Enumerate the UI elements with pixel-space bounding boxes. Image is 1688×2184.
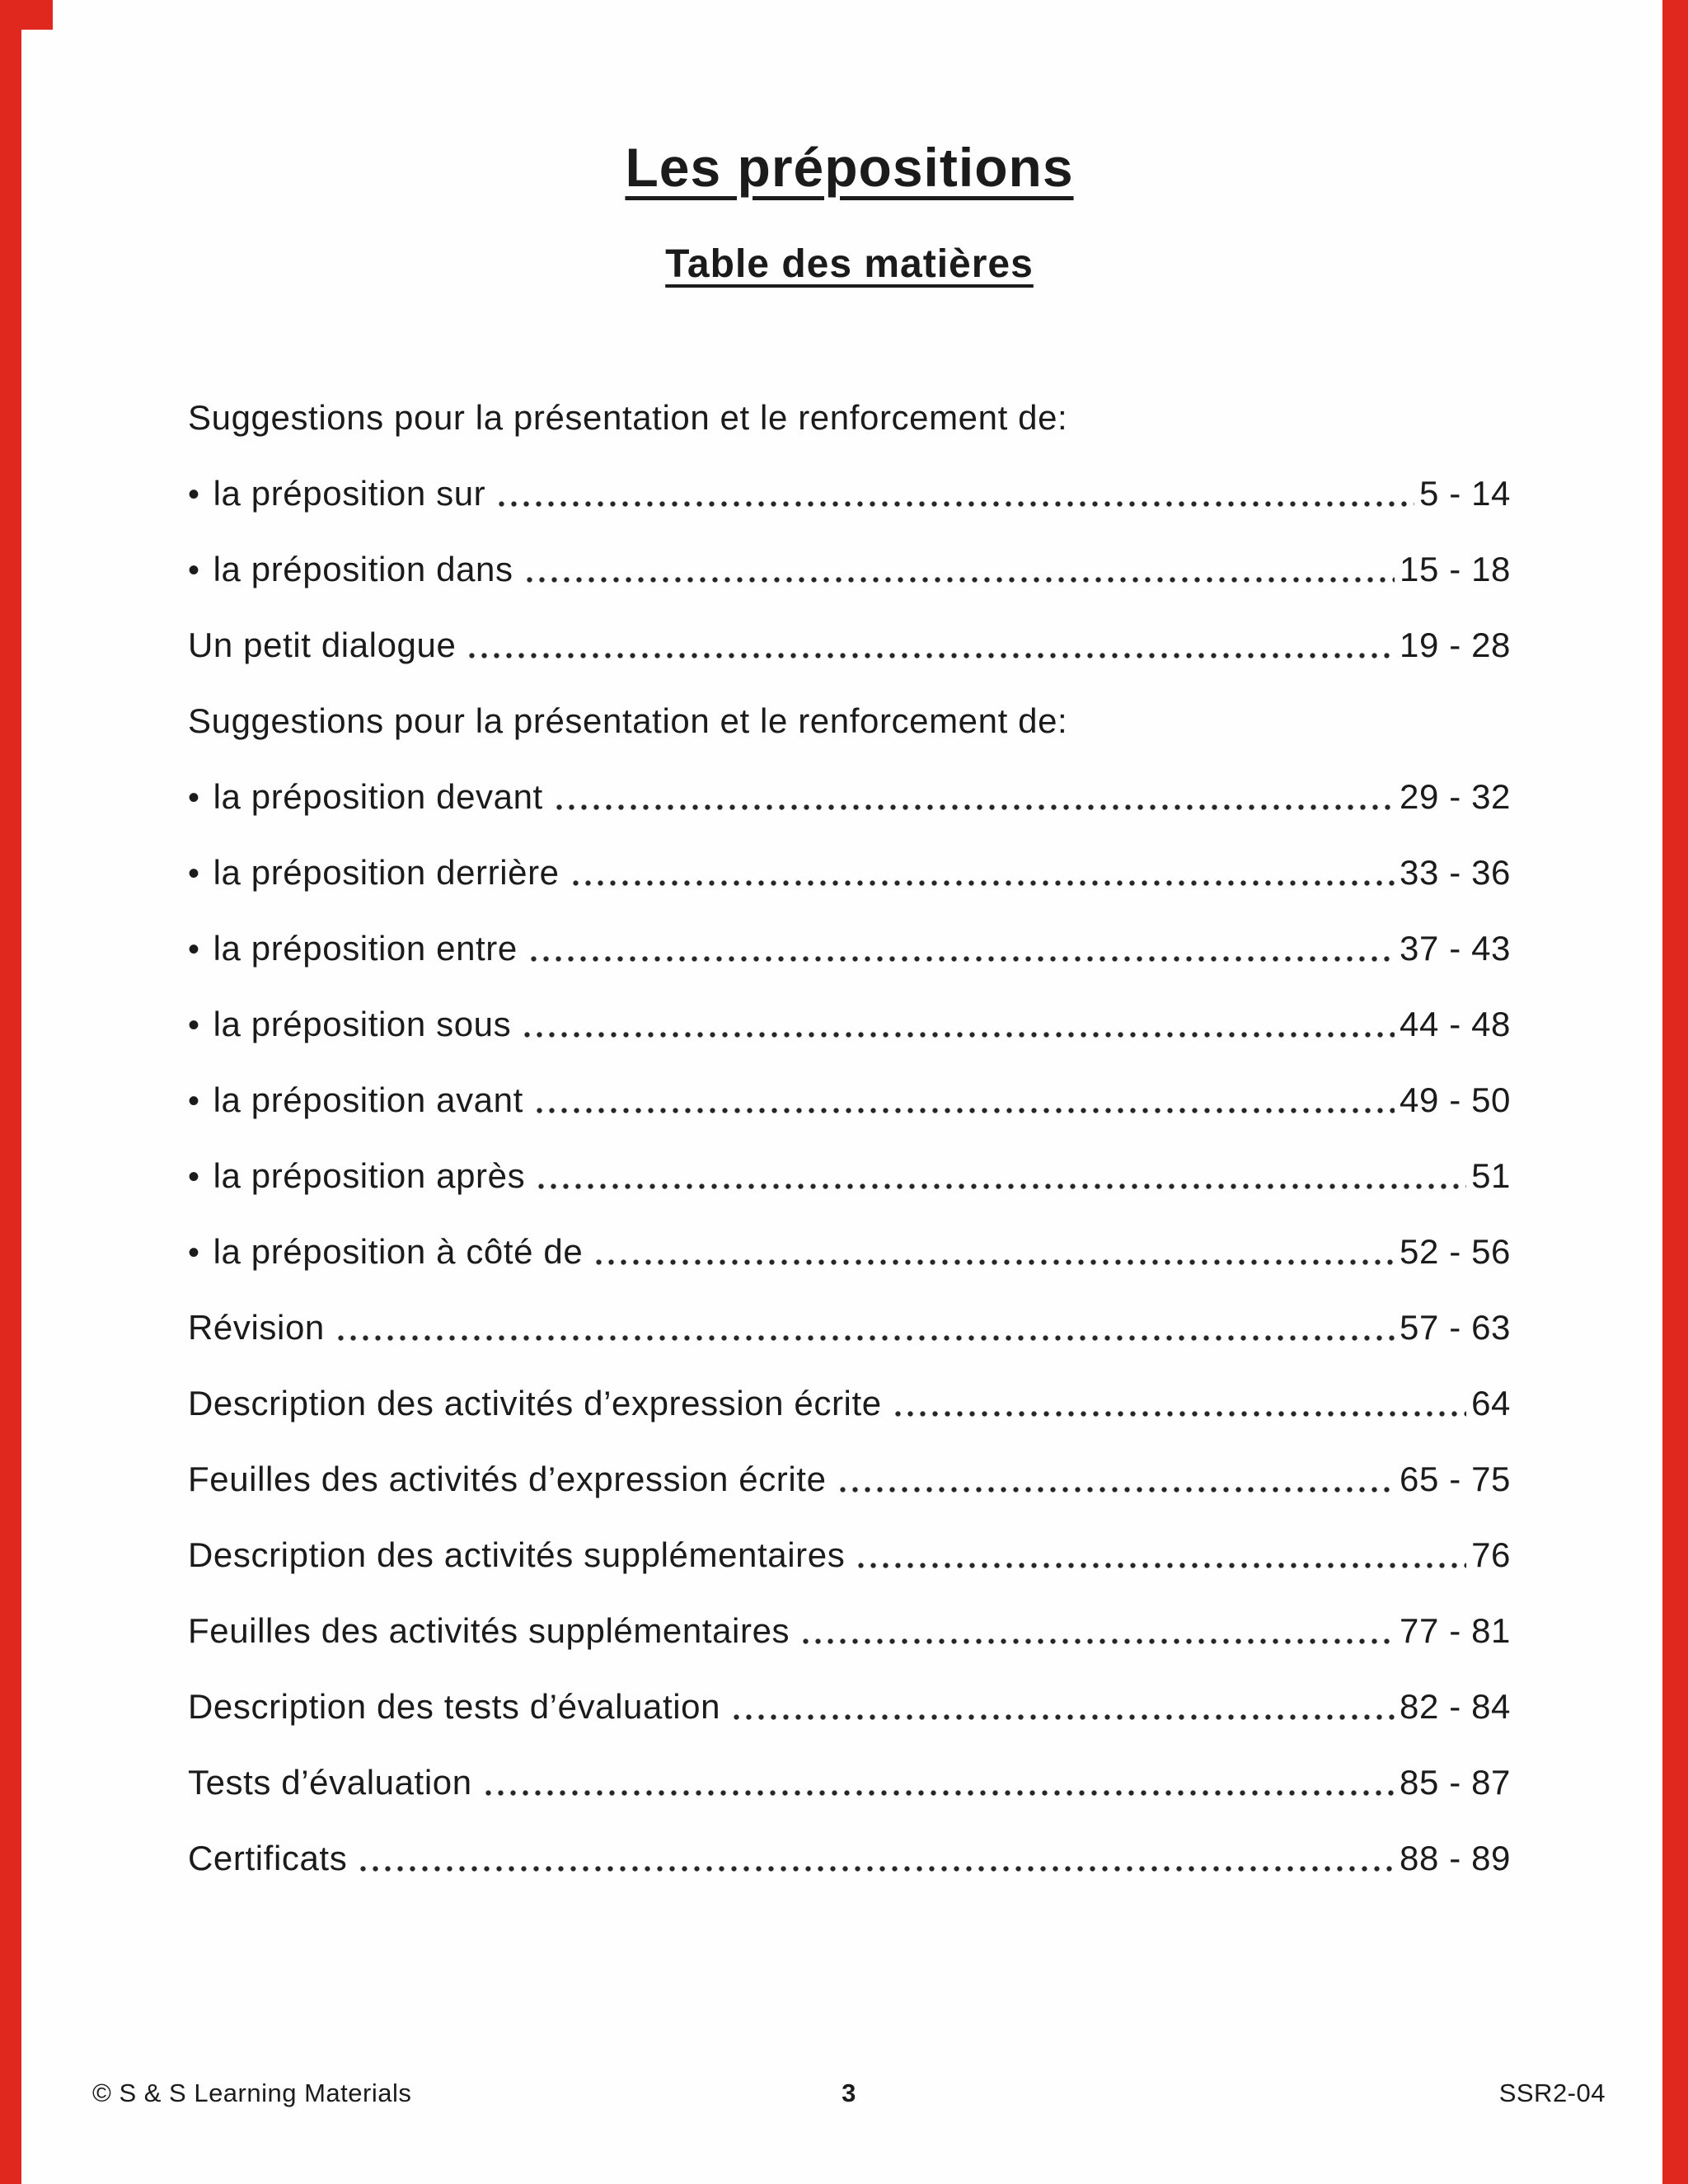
- dot-leader: [799, 1637, 1395, 1645]
- page-title: Les prépositions: [625, 137, 1074, 198]
- toc-list: [188, 398, 1511, 1877]
- toc-entry: [188, 1765, 1511, 1800]
- toc-entry-pages: 15 - 18: [1400, 550, 1511, 588]
- toc-entry-pages: 65 - 75: [1400, 1460, 1511, 1498]
- toc-entry-pages: 51: [1471, 1156, 1511, 1195]
- toc-entry-label: • la préposition entre: [188, 929, 518, 968]
- dot-leader: [892, 1409, 1466, 1418]
- dot-leader: [482, 1788, 1395, 1797]
- dot-leader: [855, 1561, 1466, 1569]
- toc-entry-label: • la préposition devant: [188, 777, 543, 816]
- toc-entry-pages: 33 - 36: [1400, 853, 1511, 892]
- toc-entry-label: Description des activités supplémentaires: [188, 1535, 846, 1574]
- toc-entry-pages: 44 - 48: [1400, 1005, 1511, 1043]
- dot-leader: [730, 1713, 1395, 1721]
- toc-entry-pages: 88 - 89: [1400, 1839, 1511, 1877]
- dot-leader: [335, 1333, 1395, 1342]
- bullet-icon: •: [188, 931, 200, 968]
- dot-leader: [521, 1030, 1395, 1038]
- bullet-icon: •: [188, 476, 200, 513]
- toc-entry: [188, 1611, 1511, 1650]
- toc-entry: [188, 1310, 1511, 1345]
- page-subtitle: Table des matières: [665, 242, 1034, 286]
- toc-entry-pages: 19 - 28: [1400, 626, 1511, 664]
- toc-entry: [188, 1841, 1511, 1876]
- toc-entry-label: Description des tests d’évaluation: [188, 1687, 721, 1726]
- toc-entry: [188, 1080, 1511, 1119]
- dot-leader: [593, 1258, 1395, 1266]
- dot-leader: [357, 1864, 1395, 1872]
- dot-leader: [553, 803, 1395, 811]
- toc-entry: [188, 1232, 1511, 1271]
- toc-entry-label: Tests d’évaluation: [188, 1763, 472, 1802]
- toc-entry-label: Révision: [188, 1308, 325, 1347]
- toc-entry-label: Description des activités d’expression écrite: [188, 1384, 882, 1422]
- toc-entry-label: • la préposition après: [188, 1156, 526, 1195]
- toc-entry-label: • la préposition avant: [188, 1080, 523, 1119]
- bullet-icon: •: [188, 1083, 200, 1119]
- binding-strip-left: [0, 0, 21, 2184]
- toc-entry-pages: 82 - 84: [1400, 1687, 1511, 1726]
- toc-entry-pages: 49 - 50: [1400, 1080, 1511, 1119]
- toc-entry: [188, 1386, 1511, 1421]
- toc-entry-pages: 57 - 63: [1400, 1308, 1511, 1347]
- page-footer: [92, 2079, 1606, 2108]
- toc-entry: [188, 628, 1511, 663]
- dot-leader: [570, 879, 1395, 887]
- dot-leader: [528, 954, 1395, 963]
- bullet-icon: •: [188, 552, 200, 588]
- toc-entry-label: • la préposition dans: [188, 550, 513, 588]
- bullet-icon: •: [188, 855, 200, 892]
- toc-entry: [188, 1156, 1511, 1195]
- binding-mark-top-left: [0, 0, 53, 30]
- dot-leader: [466, 651, 1395, 659]
- bullet-icon: •: [188, 1235, 200, 1271]
- toc-section-header: [188, 398, 1511, 437]
- toc-entry-pages: 85 - 87: [1400, 1763, 1511, 1802]
- toc-entry: [188, 476, 1511, 511]
- bullet-icon: •: [188, 1007, 200, 1043]
- toc-entry-label: Feuilles des activités d’expression écrite: [188, 1460, 827, 1498]
- toc-entry: [188, 1535, 1511, 1574]
- toc-entry-label: Suggestions pour la présentation et le renforcement de:: [188, 701, 1068, 740]
- toc-entry-pages: 64: [1471, 1384, 1511, 1422]
- dot-leader: [523, 575, 1395, 583]
- toc-entry-pages: 37 - 43: [1400, 929, 1511, 968]
- binding-strip-right: [1662, 0, 1688, 2184]
- toc-entry: [188, 1007, 1511, 1042]
- toc-entry: [188, 931, 1511, 966]
- toc-entry-label: Suggestions pour la présentation et le renforcement de:: [188, 398, 1068, 437]
- toc-entry: [188, 1687, 1511, 1726]
- bullet-icon: •: [188, 1159, 200, 1195]
- toc-entry-label: Certificats: [188, 1839, 348, 1877]
- toc-entry-label: • la préposition derrière: [188, 853, 560, 892]
- toc-entry-label: • la préposition à côté de: [188, 1232, 584, 1271]
- toc-entry-label: • la préposition sur: [188, 474, 486, 513]
- toc-entry-pages: 77 - 81: [1400, 1611, 1511, 1650]
- toc-entry: [188, 1462, 1511, 1497]
- document-code: SSR2-04: [1498, 2079, 1606, 2107]
- toc-entry-label: Feuilles des activités supplémentaires: [188, 1611, 790, 1650]
- toc-entry: [188, 552, 1511, 587]
- toc-entry-pages: 29 - 32: [1400, 777, 1511, 816]
- toc-entry: [188, 777, 1511, 816]
- toc-section-header: [188, 701, 1511, 740]
- toc-entry-pages: 52 - 56: [1400, 1232, 1511, 1271]
- toc-entry-pages: 5 - 14: [1419, 474, 1511, 513]
- dot-leader: [495, 499, 1414, 508]
- toc-entry-pages: 76: [1471, 1535, 1511, 1574]
- bullet-icon: •: [188, 780, 200, 816]
- copyright-text: © S & S Learning Materials: [92, 2079, 412, 2107]
- dot-leader: [533, 1106, 1395, 1114]
- dot-leader: [535, 1182, 1466, 1190]
- toc-entry-label: • la préposition sous: [188, 1005, 512, 1043]
- page-number: 3: [842, 2079, 856, 2107]
- dot-leader: [837, 1485, 1395, 1493]
- toc-entry: [188, 855, 1511, 890]
- toc-entry-label: Un petit dialogue: [188, 626, 457, 664]
